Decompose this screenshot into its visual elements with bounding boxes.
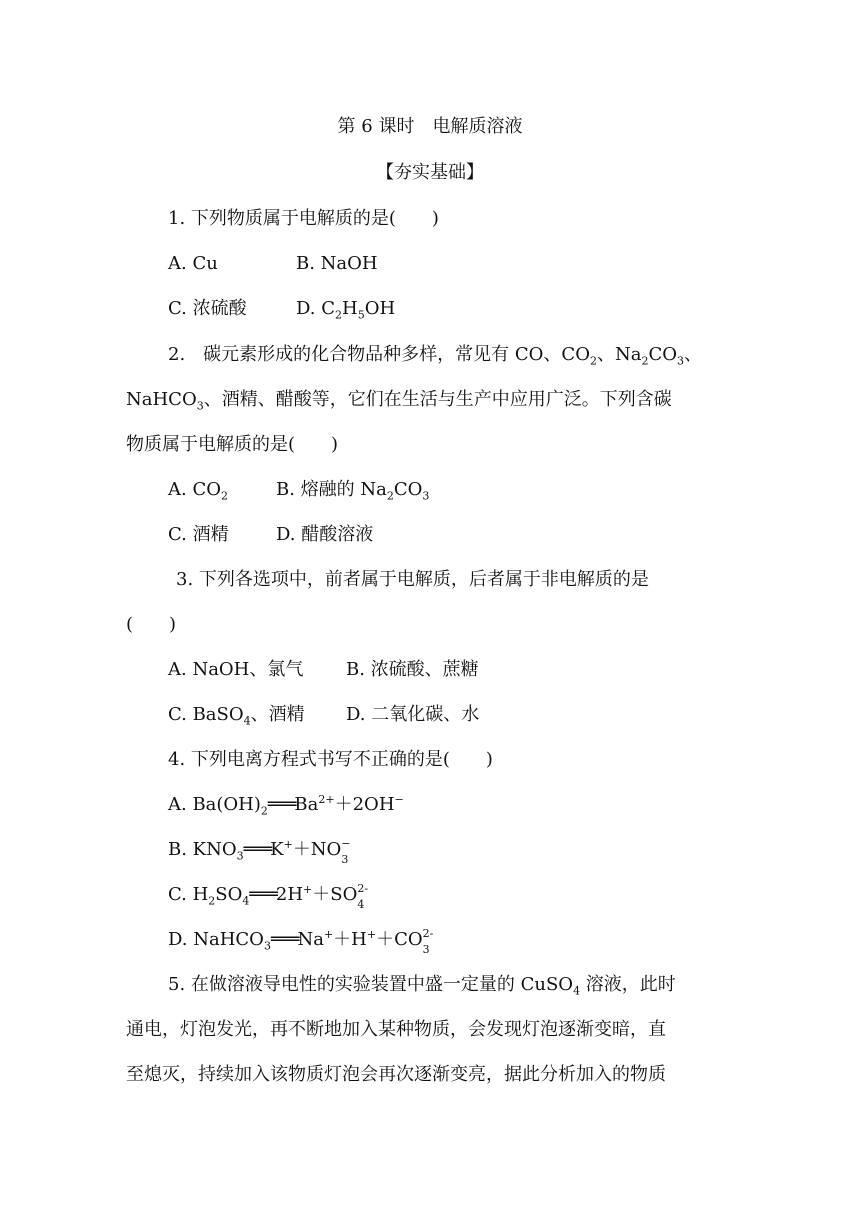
- question-3-line-2: ( ): [126, 614, 177, 635]
- question-4-option-a: A. $Ba(OH)_2═══Ba^{2+}+2OH^-$: [168, 793, 404, 818]
- question-5-line-2: 通电，灯泡发光，再不断地加入某种物质，会发现灯泡逐渐变暗，直: [126, 1019, 666, 1040]
- question-1-stem: 1. 下列物质属于电解质的是( ): [168, 208, 439, 229]
- ion-charge-stack: 2- 4: [357, 882, 369, 911]
- question-4-option-c: C. $H_2SO_4═══2H^++SO$ 2- 4: [168, 882, 371, 908]
- question-2-option-a: A. $CO_2$: [168, 479, 228, 503]
- question-4-stem: 4. 下列电离方程式书写不正确的是( ): [168, 749, 493, 770]
- question-5-line-1: 5. 在做溶液导电性的实验装置中盛一定量的 CuSO$_4$ 溶液，此时: [168, 974, 676, 998]
- question-3-option-a: A. NaOH、氯气: [168, 659, 304, 680]
- question-1-option-b: B. NaOH: [296, 253, 378, 274]
- question-1-option-a: A. Cu: [168, 253, 218, 274]
- question-3-option-c: C. BaSO$_4$、酒精: [168, 704, 305, 728]
- question-2-line-2: NaHCO$_3$、酒精、醋酸等，它们在生活与生产中应用广泛。下列含碳: [126, 389, 672, 413]
- question-4-option-b: B. $KNO_3═══K^++NO$ − 3: [168, 837, 351, 866]
- ion-charge-stack: 2- 3: [422, 927, 434, 956]
- question-5-line-3: 至熄灭，持续加入该物质灯泡会再次逐渐变亮，据此分析加入的物质: [126, 1064, 666, 1085]
- ion-charge-stack: − 3: [341, 837, 351, 866]
- question-1-option-d: D. $C_2H_5OH$: [296, 298, 396, 322]
- question-2-option-b: B. 熔融的 $Na_2CO_3$: [276, 479, 430, 503]
- question-1-option-c: C. 浓硫酸: [168, 298, 247, 319]
- question-2-line-3: 物质属于电解质的是( ): [126, 434, 339, 455]
- question-3-option-b: B. 浓硫酸、蔗糖: [346, 659, 479, 680]
- question-3-option-d: D. 二氧化碳、水: [346, 704, 480, 725]
- question-2-line-1: 2. 碳元素形成的化合物品种多样，常见有 CO、$CO_2$、$Na_2CO_3$、: [168, 344, 702, 368]
- question-3-line-1: 3. 下列各选项中，前者属于电解质，后者属于非电解质的是: [176, 569, 649, 590]
- section-heading: 【夯实基础】: [376, 162, 484, 183]
- question-2-option-d: D. 醋酸溶液: [276, 524, 374, 545]
- page-title: 第 6 课时 电解质溶液: [337, 116, 523, 137]
- question-4-option-d: D. NaHCO$_3$═══Na+＋H+＋CO 2- 3: [168, 927, 437, 953]
- question-2-option-c: C. 酒精: [168, 524, 229, 545]
